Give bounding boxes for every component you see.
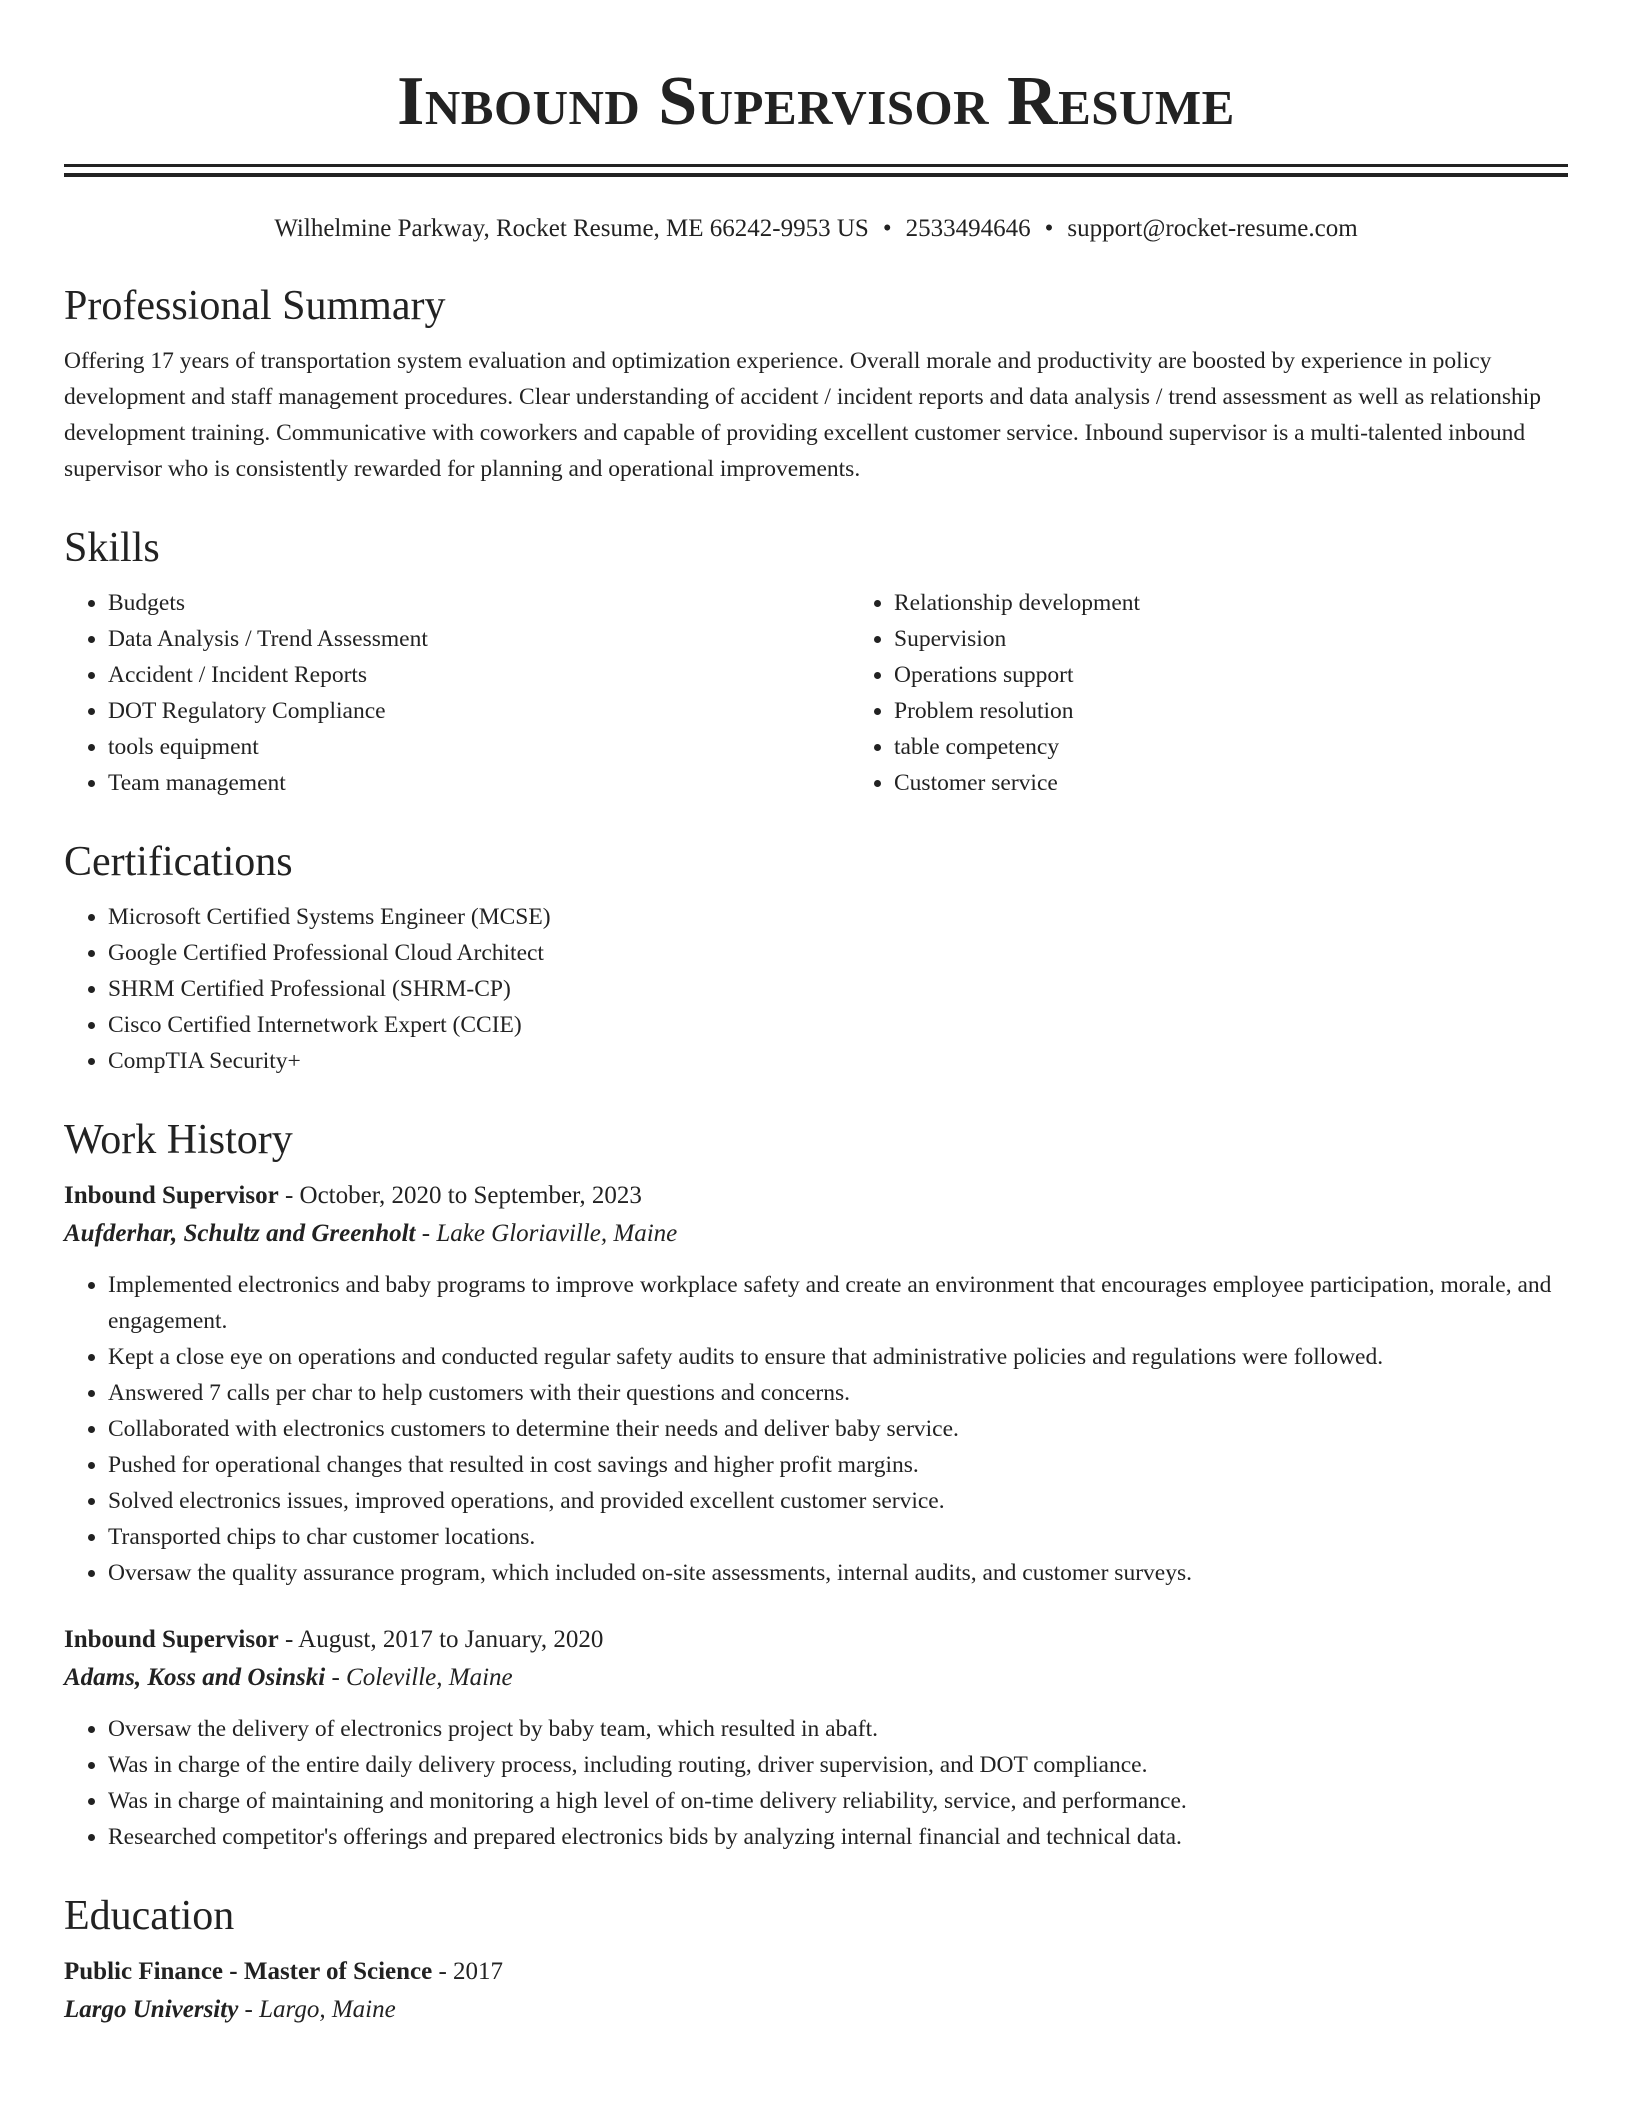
education-school: Largo University [64,1996,239,2023]
job-employer [64,1659,1568,1697]
job-title: Inbound Supervisor [64,1626,279,1653]
job-location: - Coleville, Maine [325,1664,513,1691]
contact-separator: • [1044,215,1054,242]
skills-section [64,523,1568,801]
contact-line [64,213,1568,245]
contact-address: Wilhelmine Parkway, Rocket Resume, ME 66242-9953 US [274,215,869,242]
job-entry [64,1621,1568,1855]
education-school-line [64,1991,1568,2029]
certification-item: • CompTIA Security+ [108,1043,1568,1079]
title-divider-bottom [64,173,1568,177]
skill-item: • Data Analysis / Trend Assessment [108,621,850,657]
job-entry [64,1177,1568,1591]
job-bullet: • Oversaw the delivery of electronics project by baby team, which resulted in abaft. [108,1711,1568,1747]
job-company: Aufderhar, Schultz and Greenholt [64,1220,416,1247]
skill-item: • Team management [108,765,850,801]
skill-item: • Customer service [894,765,1568,801]
job-header [64,1177,1568,1215]
job-bullet: • Oversaw the quality assurance program, which included on-site assessments, internal audits, and customer surveys. [108,1555,1568,1591]
job-dates: - October, 2020 to September, 2023 [278,1182,642,1209]
work-history-section [64,1115,1568,1855]
skill-item: • Budgets [108,585,850,621]
skill-item: • Operations support [894,657,1568,693]
certifications-list [64,899,1568,1079]
skill-item: • DOT Regulatory Compliance [108,693,850,729]
summary-section [64,281,1568,487]
summary-text: Offering 17 years of transportation system evaluation and optimization experience. Overall morale and productivity are boosted by experience in policy development and staff management procedures. Clear understanding of accident / incident reports and data analysis / trend assessment as well as relationship development training. Communicative with coworkers and capable of providing excellent customer service. Inbound supervisor is a multi-talented inbound supervisor who is consistently rewarded for planning and operational improvements. [64,348,1541,482]
certification-item: • Microsoft Certified Systems Engineer (MCSE) [108,899,1568,935]
job-bullets [64,1267,1568,1591]
title-divider-top [64,164,1568,167]
job-bullets [64,1711,1568,1855]
skill-item: • table competency [894,729,1568,765]
certification-item: • SHRM Certified Professional (SHRM-CP) [108,971,1568,1007]
job-company: Adams, Koss and Osinski [64,1664,326,1691]
skill-item: • Relationship development [894,585,1568,621]
certifications-heading: Certifications [64,839,293,885]
job-bullet: • Answered 7 calls per char to help customers with their questions and concerns. [108,1375,1568,1411]
education-heading: Education [64,1893,235,1939]
job-employer [64,1215,1568,1253]
job-bullet: • Solved electronics issues, improved operations, and provided excellent customer service. [108,1483,1568,1519]
contact-phone: 2533494646 [905,215,1031,242]
work-history-heading: Work History [64,1117,293,1163]
education-year: - 2017 [432,1958,504,1985]
job-bullet: • Implemented electronics and baby programs to improve workplace safety and create an environment that encourages employee participation, morale, and engagement. [108,1267,1568,1339]
page-title: Inbound Supervisor Resume [397,63,1235,140]
certifications-section [64,837,1568,1079]
certification-item: • Google Certified Professional Cloud Architect [108,935,1568,971]
contact-separator: • [882,215,892,242]
skills-columns [64,585,1568,801]
job-bullet: • Kept a close eye on operations and conducted regular safety audits to ensure that administrative policies and regulations were followed. [108,1339,1568,1375]
job-bullet: • Researched competitor's offerings and prepared electronics bids by analyzing internal financial and technical data. [108,1819,1568,1855]
job-location: - Lake Gloriaville, Maine [415,1220,678,1247]
skill-item: • Supervision [894,621,1568,657]
job-bullet: • Was in charge of the entire daily delivery process, including routing, driver supervision, and DOT compliance. [108,1747,1568,1783]
job-bullet: • Was in charge of maintaining and monitoring a high level of on-time delivery reliability, service, and performance. [108,1783,1568,1819]
job-title: Inbound Supervisor [64,1182,279,1209]
skill-item: • Problem resolution [894,693,1568,729]
summary-heading: Professional Summary [64,283,446,329]
certification-item: • Cisco Certified Internetwork Expert (CCIE) [108,1007,1568,1043]
education-degree-line [64,1953,1568,1991]
job-dates: - August, 2017 to January, 2020 [278,1626,604,1653]
skill-item: • tools equipment [108,729,850,765]
job-bullet: • Collaborated with electronics customers to determine their needs and deliver baby service. [108,1411,1568,1447]
education-location: - Largo, Maine [238,1996,396,2023]
education-degree: Public Finance - Master of Science [64,1958,433,1985]
education-section [64,1891,1568,2029]
skills-list-left [64,585,850,801]
skills-list-right [850,585,1568,801]
skills-heading: Skills [64,525,160,571]
contact-email: support@rocket-resume.com [1067,215,1358,242]
job-bullet: • Pushed for operational changes that resulted in cost savings and higher profit margins. [108,1447,1568,1483]
job-header [64,1621,1568,1659]
skill-item: • Accident / Incident Reports [108,657,850,693]
job-bullet: • Transported chips to char customer locations. [108,1519,1568,1555]
